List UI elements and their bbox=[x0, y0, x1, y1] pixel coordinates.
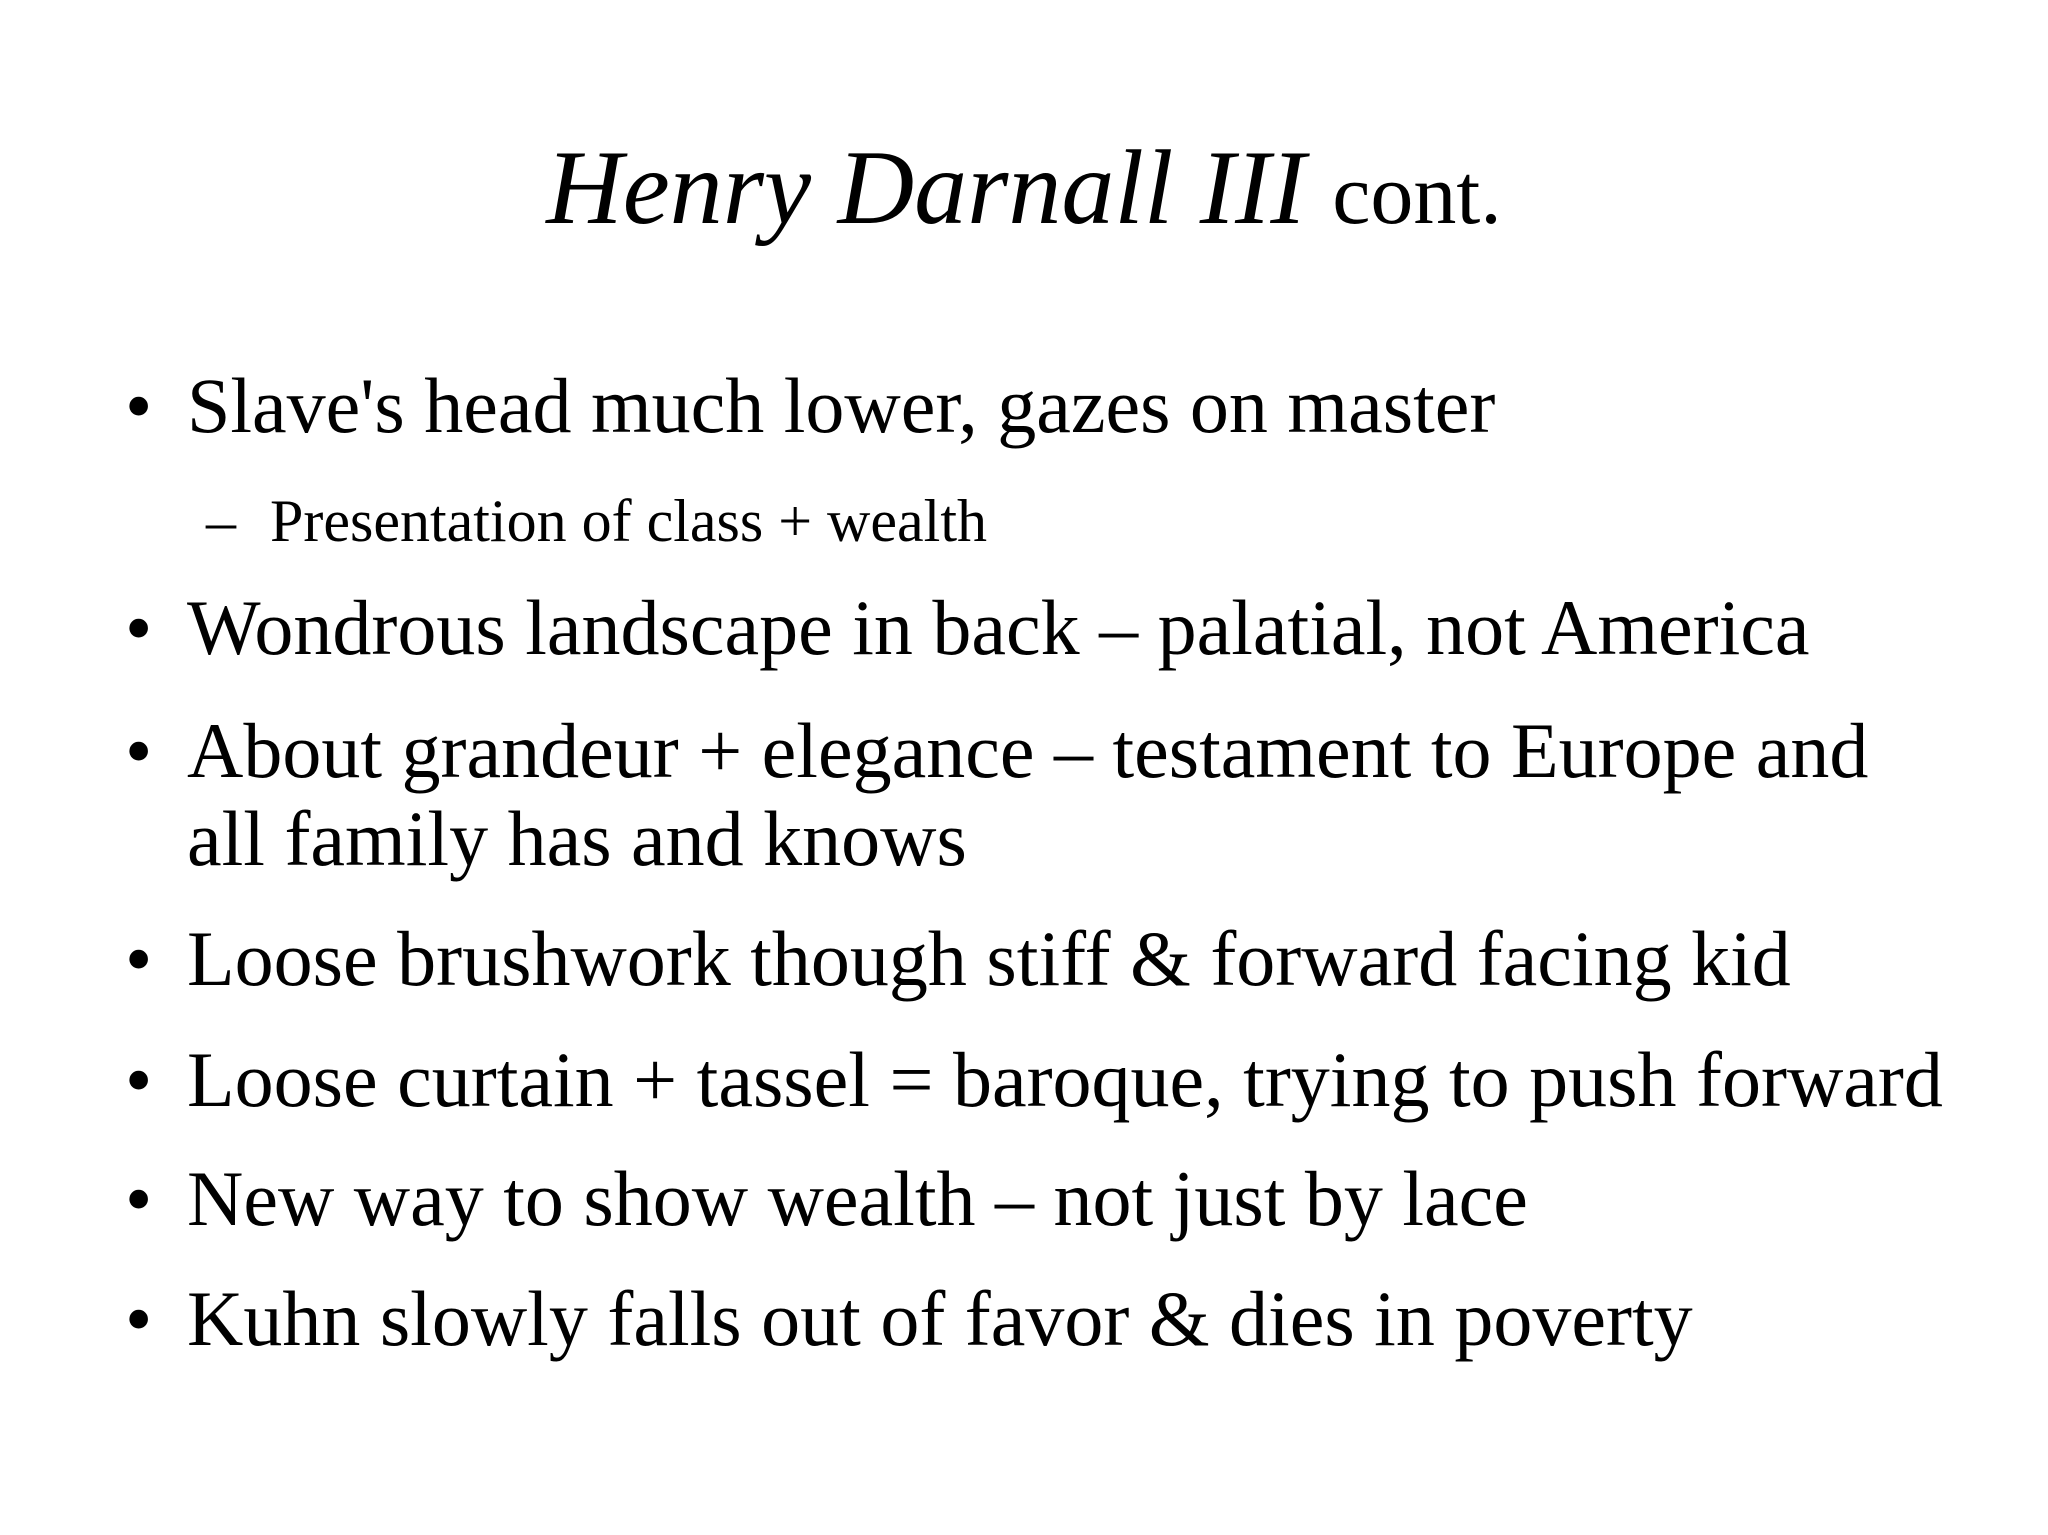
sub-bullet-item: – Presentation of class + wealth bbox=[270, 486, 1970, 556]
slide-title-suffix: cont. bbox=[1332, 146, 1502, 242]
bullet-item: • Slave's head much lower, gazes on master bbox=[187, 362, 1987, 450]
bullet-item: • Loose curtain + tassel = baroque, trying to push forward bbox=[187, 1036, 1987, 1124]
bullet-item: • New way to show wealth – not just by lace bbox=[187, 1155, 1987, 1243]
bullet-item: • Wondrous landscape in back – palatial, not America bbox=[187, 584, 1987, 672]
bullet-item: • Kuhn slowly falls out of favor & dies in poverty bbox=[187, 1275, 1987, 1363]
slide-title-main: Henry Darnall III bbox=[546, 129, 1306, 246]
bullet-item: • Loose brushwork though stiff & forward facing kid bbox=[187, 915, 1987, 1003]
bullet-item: • About grandeur + elegance – testament to Europe and all family has and knows bbox=[187, 707, 1887, 883]
